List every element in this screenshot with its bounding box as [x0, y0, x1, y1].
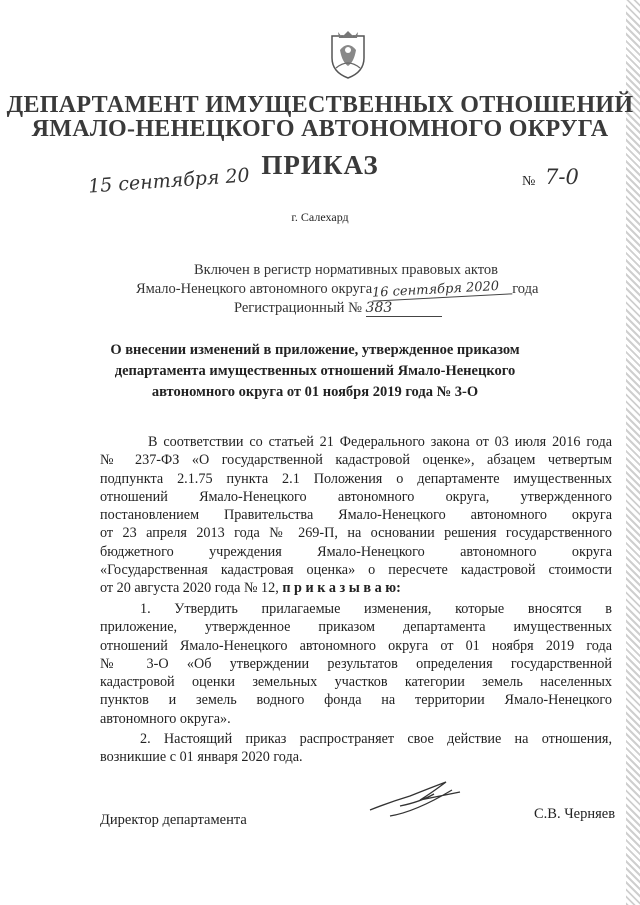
registry-handwritten-date: 16 сентября 2020: [372, 278, 513, 301]
registry-line3-prefix: Регистрационный №: [234, 300, 362, 316]
signatory-position: Директор департамента: [100, 812, 247, 828]
preamble-line: «Государственная кадастровая оценка» о пересчете кадастровой стоимости: [100, 562, 612, 579]
registry-line1: Включен в регистр нормативных правовых актов: [194, 262, 498, 278]
preamble-paragraph: [100, 433, 612, 598]
item1-line: отношений Ямало-Ненецкого автономного округа от 01 ноября 2019 года: [100, 637, 612, 654]
item2-line: 2. Настоящий приказ распространяет свое действие на отношения,: [140, 731, 612, 747]
department-title-line1: ДЕПАРТАМЕНТ ИМУЩЕСТВЕННЫХ ОТНОШЕНИЙ: [6, 92, 634, 118]
signature-scribble-icon: [360, 772, 480, 822]
item1-line: 1. Утвердить прилагаемые изменения, которые вносятся в: [140, 601, 612, 617]
order-word: п р и к а з ы в а ю:: [282, 580, 401, 597]
preamble-line: постановлением Правительства Ямало-Ненецкого автономного округа: [100, 507, 612, 524]
document-type-title: ПРИКАЗ: [261, 150, 379, 180]
registry-line3: [234, 300, 442, 317]
preamble-line: отношений Ямало-Ненецкого автономного округа, утвержденного: [100, 488, 612, 505]
preamble-last-text: от 20 августа 2020 года № 12,: [100, 580, 279, 597]
registry-line2-suffix: года: [512, 281, 539, 297]
item-2-paragraph: [100, 730, 612, 767]
preamble-line: подпункта 2.1.75 пункта 2.1 Положения о департаменте имущественных: [100, 470, 612, 487]
preamble-line: от 23 апреля 2013 года № 269-П, на основании решения государственного: [100, 525, 612, 542]
coat-of-arms-icon: [326, 28, 370, 80]
signatory-name: С.В. Черняев: [534, 806, 616, 822]
preamble-line: В соответствии со статьей 21 Федерального закона от 03 июля 2016 года: [148, 434, 612, 450]
item2-line: возникшие с 01 января 2020 года.: [100, 749, 303, 766]
order-subject: [100, 340, 530, 403]
preamble-line: бюджетного учреждения Ямало-Ненецкого автономного округа: [100, 543, 612, 560]
number-label: №: [522, 174, 536, 189]
subject-line3: автономного округа от 01 ноября 2019 года № 3-О: [151, 384, 479, 400]
registry-line2-prefix: Ямало-Ненецкого автономного округа: [136, 281, 373, 297]
item1-line: приложение, утвержденное приказом департамента имущественных: [100, 619, 612, 636]
item1-line: кадастровой оценки земельных участков категории земель населенных: [100, 674, 612, 691]
item1-line: пунктов и земель водного фонда на территории Ямало-Ненецкого: [100, 692, 612, 709]
handwritten-order-number: 7-0: [545, 165, 579, 189]
item1-line: № 3-О «Об утверждении результатов определения государственной: [100, 655, 612, 672]
handwritten-date: 15 сентября 20: [87, 164, 251, 198]
subject-line1: О внесении изменений в приложение, утвержденное приказом: [110, 342, 520, 358]
item1-line: автономного округа».: [100, 710, 231, 727]
city-label: г. Салехард: [291, 210, 349, 224]
preamble-line: № 237-ФЗ «О государственной кадастровой оценке», абзацем четвертым: [100, 452, 612, 469]
registry-handwritten-number: 383: [366, 300, 442, 317]
subject-line2: департамента имущественных отношений Ямало-Ненецкого: [114, 363, 516, 379]
item-1-paragraph: [100, 600, 612, 728]
preamble-last-line: [100, 579, 612, 597]
registry-line2: [136, 279, 539, 301]
department-title-line2: ЯМАЛО-НЕНЕЦКОГО АВТОНОМНОГО ОКРУГА: [31, 116, 609, 142]
